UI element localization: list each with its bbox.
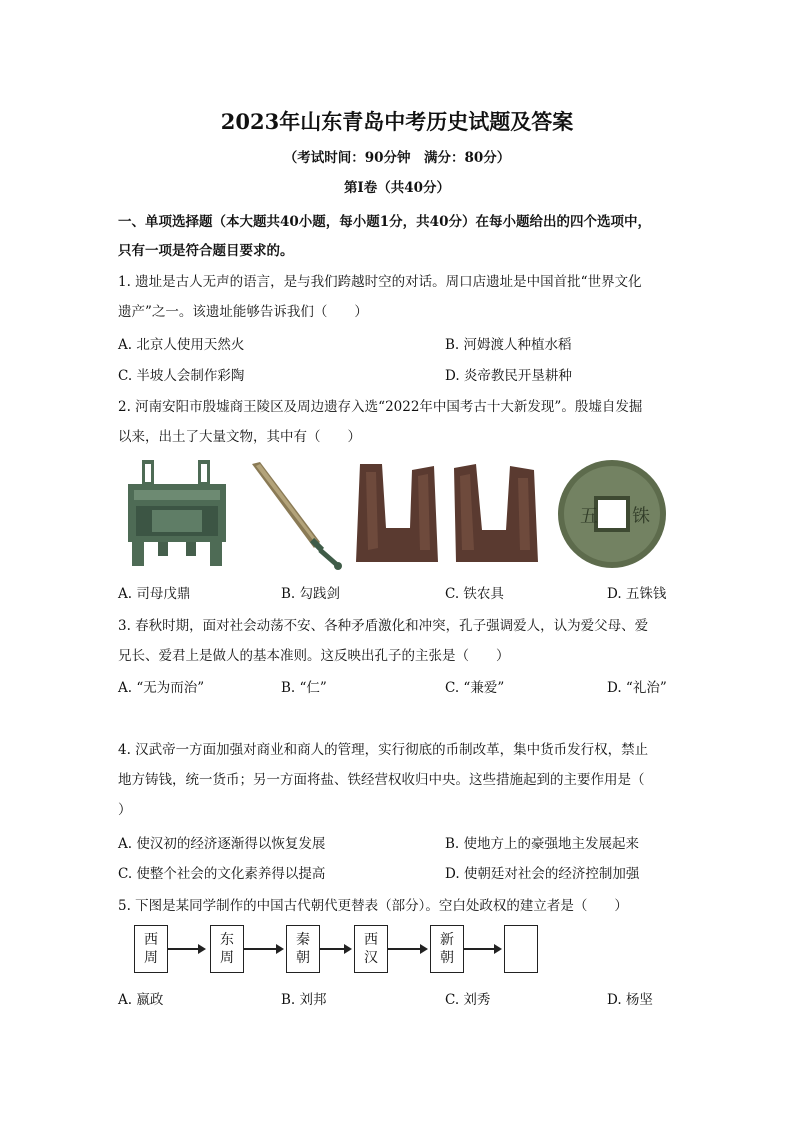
- dynasty-box-top: 西: [144, 932, 158, 948]
- dynasty-box-xizhou: [134, 925, 168, 973]
- q3-option-d: D. “礼治”: [607, 680, 667, 696]
- bronze-ding-image: [122, 458, 232, 570]
- dynasty-box-dongzhou: [210, 925, 244, 973]
- page-title: 2023年山东青岛中考历史试题及答案: [220, 109, 574, 134]
- volume-heading: 第Ⅰ卷（共40分）: [343, 180, 451, 196]
- arrow-right-icon: [388, 948, 426, 950]
- section-instruction-line1: 一、单项选择题（本大题共40小题，每小题1分，共40分）在每小题给出的四个选项中，: [118, 214, 651, 230]
- q3-option-c: C. “兼爱”: [445, 680, 505, 696]
- section-instruction-line2: 只有一项是符合题目要求的。: [118, 243, 294, 259]
- dynasty-box-bottom: 汉: [364, 950, 378, 966]
- arrow-right-icon: [464, 948, 500, 950]
- arrow-right-icon: [320, 948, 350, 950]
- exam-info: （考试时间：90分钟 满分：80分）: [283, 150, 511, 166]
- dynasty-box-top: 东: [220, 932, 234, 948]
- dynasty-box-bottom: 周: [220, 950, 234, 966]
- q5-option-c: C. 刘秀: [445, 992, 491, 1008]
- q3-stem-line2: 兄长、爱君上是做人的基本准则。这反映出孔子的主张是（ ）: [118, 648, 510, 664]
- q4-option-c: C. 使整个社会的文化素养得以提高: [118, 866, 326, 882]
- dynasty-box-top: 秦: [296, 932, 310, 948]
- q1-option-c: C. 半坡人会制作彩陶: [118, 368, 245, 384]
- q4-option-a: A. 使汉初的经济逐渐得以恢复发展: [118, 836, 326, 852]
- goujian-sword-image: [248, 458, 344, 570]
- q4-option-b: B. 使地方上的豪强地主发展起来: [445, 836, 640, 852]
- arrow-right-icon: [168, 948, 204, 950]
- q5-stem-line1: 5. 下图是某同学制作的中国古代朝代更替表（部分）。空白处政权的建立者是（ ）: [118, 898, 628, 914]
- q3-option-b: B. “仁”: [281, 680, 327, 696]
- q4-option-d: D. 使朝廷对社会的经济控制加强: [445, 866, 640, 882]
- dynasty-box-blank: [504, 925, 538, 973]
- dynasty-box-bottom: 周: [144, 950, 158, 966]
- iron-tool-image-2: [448, 458, 544, 570]
- q5-option-d: D. 杨坚: [607, 992, 653, 1008]
- q4-stem-line1: 4. 汉武帝一方面加强对商业和商人的管理，实行彻底的币制改革，集中货币发行权，禁止: [118, 742, 649, 758]
- dynasty-box-xin: [430, 925, 464, 973]
- q3-option-a: A. “无为而治”: [118, 680, 205, 696]
- dynasty-box-xihan: [354, 925, 388, 973]
- q4-stem-line3: ）: [118, 802, 132, 818]
- iron-tool-image-1: [352, 458, 444, 570]
- q2-stem-line2: 以来，出土了大量文物，其中有（ ）: [118, 429, 361, 445]
- dynasty-box-bottom: 朝: [440, 950, 454, 966]
- dynasty-box-bottom: 朝: [296, 950, 310, 966]
- dynasty-box-qin: [286, 925, 320, 973]
- q1-option-a: A. 北京人使用天然火: [118, 337, 245, 353]
- q1-option-d: D. 炎帝教民开垦耕种: [445, 368, 572, 384]
- q2-option-b: B. 勾践剑: [281, 586, 341, 602]
- q5-option-b: B. 刘邦: [281, 992, 327, 1008]
- q2-option-a: A. 司母戊鼎: [118, 586, 191, 602]
- q2-option-d: D. 五铢钱: [607, 586, 667, 602]
- q3-stem-line1: 3. 春秋时期，面对社会动荡不安、各种矛盾激化和冲突，孔子强调爱人，认为爱父母、爱: [118, 618, 649, 634]
- q4-stem-line2: 地方铸钱，统一货币；另一方面将盐、铁经营权收归中央。这些措施起到的主要作用是（: [118, 772, 645, 788]
- coin-left-character: 五: [580, 506, 598, 527]
- dynasty-box-top: 新: [440, 932, 454, 948]
- dynasty-box-top: 西: [364, 932, 378, 948]
- q1-stem-line1: 1. 遗址是古人无声的语言，是与我们跨越时空的对话。周口店遗址是中国首批“世界文化: [118, 274, 642, 290]
- q5-option-a: A. 嬴政: [118, 992, 164, 1008]
- q1-stem-line2: 遗产”之一。该遗址能够告诉我们（ ）: [118, 304, 368, 320]
- wuzhu-coin-image: [556, 458, 668, 570]
- q2-option-c: C. 铁农具: [445, 586, 504, 602]
- q1-option-b: B. 河姆渡人种植水稻: [445, 337, 572, 353]
- coin-right-character: 铢: [632, 506, 650, 527]
- q2-stem-line1: 2. 河南安阳市殷墟商王陵区及周边遗存入选“2022年中国考古十大新发现”。殷墟自发掘: [118, 399, 643, 415]
- arrow-right-icon: [244, 948, 282, 950]
